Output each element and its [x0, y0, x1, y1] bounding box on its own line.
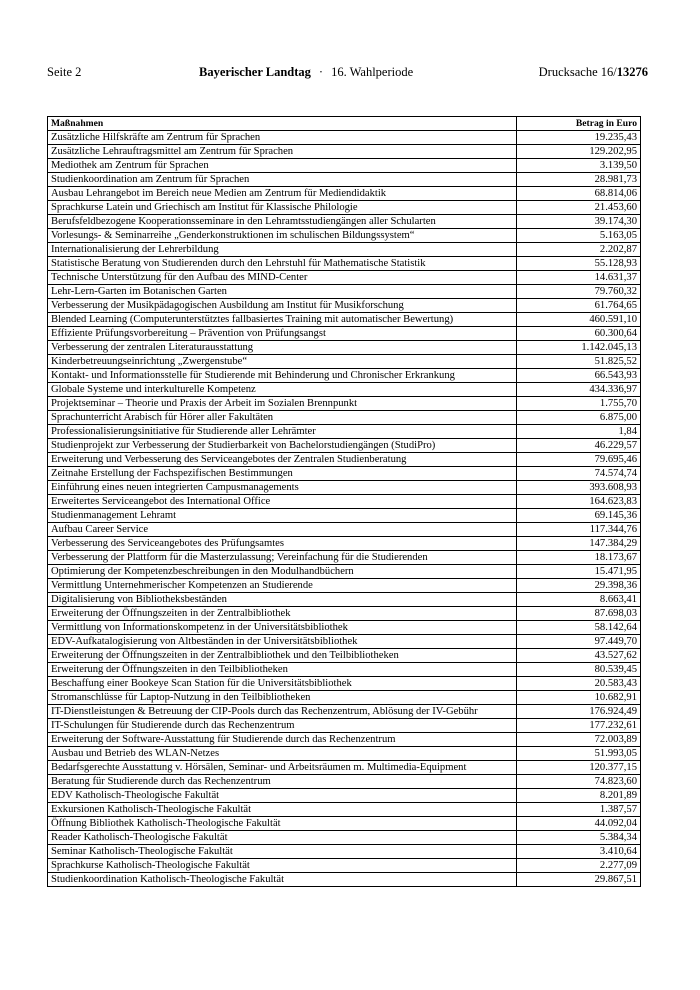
legislative-period: 16. Wahlperiode: [331, 65, 414, 79]
table-row: [48, 789, 641, 803]
amount-cell: 8.201,89: [517, 789, 641, 803]
table-row: [48, 635, 641, 649]
amount-cell: 15.471,95: [517, 565, 641, 579]
measure-cell: Studienkoordination Katholisch-Theologische Fakultät: [48, 873, 517, 887]
measures-table: [47, 116, 641, 887]
amount-cell: 66.543,93: [517, 369, 641, 383]
measure-cell: Stromanschlüsse für Laptop-Nutzung in den Teilbibliotheken: [48, 691, 517, 705]
table-row: [48, 131, 641, 145]
measure-cell: Erweiterung der Öffnungszeiten in der Zentralbibliothek: [48, 607, 517, 621]
table-row: [48, 313, 641, 327]
measure-cell: EDV-Aufkatalogisierung von Altbeständen in der Universitätsbibliothek: [48, 635, 517, 649]
measure-cell: Ausbau und Betrieb des WLAN-Netzes: [48, 747, 517, 761]
amount-cell: 69.145,36: [517, 509, 641, 523]
measure-cell: Vorlesungs- & Seminarreihe „Genderkonstruktionen im schulischen Bildungssystem“: [48, 229, 517, 243]
table-row: [48, 803, 641, 817]
amount-cell: 61.764,65: [517, 299, 641, 313]
measure-cell: Optimierung der Kompetenzbeschreibungen in den Modulhandbüchern: [48, 565, 517, 579]
measure-cell: Effiziente Prüfungsvorbereitung – Prävention von Prüfungsangst: [48, 327, 517, 341]
table-row: [48, 859, 641, 873]
amount-cell: 21.453,60: [517, 201, 641, 215]
document-number: [539, 64, 648, 80]
measure-cell: Sprachunterricht Arabisch für Hörer aller Fakultäten: [48, 411, 517, 425]
amount-cell: 28.981,73: [517, 173, 641, 187]
measure-cell: Beratung für Studierende durch das Rechenzentrum: [48, 775, 517, 789]
measure-cell: Ausbau Lehrangebot im Bereich neue Medien am Zentrum für Mediendidaktik: [48, 187, 517, 201]
amount-cell: 1,84: [517, 425, 641, 439]
amount-cell: 14.631,37: [517, 271, 641, 285]
amount-cell: 43.527,62: [517, 649, 641, 663]
measure-cell: Verbesserung der zentralen Literaturausstattung: [48, 341, 517, 355]
measure-cell: Sprachkurse Katholisch-Theologische Fakultät: [48, 859, 517, 873]
page-number: Seite 2: [47, 65, 82, 79]
measure-cell: Blended Learning (Computerunterstütztes fallbasiertes Training mit automatischer Bewertung): [48, 313, 517, 327]
table-row: [48, 649, 641, 663]
table-row: [48, 411, 641, 425]
amount-cell: 460.591,10: [517, 313, 641, 327]
measure-cell: EDV Katholisch-Theologische Fakultät: [48, 789, 517, 803]
amount-cell: 44.092,04: [517, 817, 641, 831]
measure-cell: IT-Schulungen für Studierende durch das Rechenzentrum: [48, 719, 517, 733]
measure-cell: Projektseminar – Theorie und Praxis der Arbeit im Sozialen Brennpunkt: [48, 397, 517, 411]
measure-cell: Bedarfsgerechte Ausstattung v. Hörsälen, Seminar- und Arbeitsräumen m. Multimedia-Equipment: [48, 761, 517, 775]
measure-cell: Seminar Katholisch-Theologische Fakultät: [48, 845, 517, 859]
measure-cell: Einführung eines neuen integrierten Campusmanagements: [48, 481, 517, 495]
measure-cell: Sprachkurse Latein und Griechisch am Institut für Klassische Philologie: [48, 201, 517, 215]
amount-cell: 393.608,93: [517, 481, 641, 495]
amount-cell: 3.410,64: [517, 845, 641, 859]
amount-cell: 80.539,45: [517, 663, 641, 677]
column-header-amount: Betrag in Euro: [517, 117, 641, 131]
measure-cell: Kontakt- und Informationsstelle für Studierende mit Behinderung und Chronischer Erkrankung: [48, 369, 517, 383]
table-row: [48, 831, 641, 845]
amount-cell: 2.277,09: [517, 859, 641, 873]
amount-cell: 58.142,64: [517, 621, 641, 635]
amount-cell: 79.760,32: [517, 285, 641, 299]
header-title: [199, 64, 413, 80]
amount-cell: 5.163,05: [517, 229, 641, 243]
table-row: [48, 523, 641, 537]
amount-cell: 29.867,51: [517, 873, 641, 887]
table-row: [48, 537, 641, 551]
amount-cell: 6.875,00: [517, 411, 641, 425]
measure-cell: Verbesserung des Serviceangebotes des Prüfungsamtes: [48, 537, 517, 551]
measure-cell: Zusätzliche Lehrauftragsmittel am Zentrum für Sprachen: [48, 145, 517, 159]
table-row: [48, 719, 641, 733]
table-row: [48, 257, 641, 271]
amount-cell: 3.139,50: [517, 159, 641, 173]
table-row: [48, 383, 641, 397]
measure-cell: Beschaffung einer Bookeye Scan Station für die Universitätsbibliothek: [48, 677, 517, 691]
page-header: [47, 64, 648, 80]
amount-cell: 1.142.045,13: [517, 341, 641, 355]
measure-cell: Verbesserung der Plattform für die Masterzulassung; Vereinfachung für die Studierenden: [48, 551, 517, 565]
table-row: [48, 509, 641, 523]
measure-cell: Erweiterung und Verbesserung des Serviceangebotes der Zentralen Studienberatung: [48, 453, 517, 467]
amount-cell: 129.202,95: [517, 145, 641, 159]
table-row: [48, 663, 641, 677]
amount-cell: 147.384,29: [517, 537, 641, 551]
measure-cell: Vermittlung von Informationskompetenz in der Universitätsbibliothek: [48, 621, 517, 635]
measure-cell: IT-Dienstleistungen & Betreuung der CIP-Pools durch das Rechenzentrum, Ablösung der IV-Gebühr: [48, 705, 517, 719]
table-row: [48, 285, 641, 299]
table-row: [48, 201, 641, 215]
amount-cell: 72.003,89: [517, 733, 641, 747]
table-row: [48, 481, 641, 495]
table-row: [48, 845, 641, 859]
amount-cell: 8.663,41: [517, 593, 641, 607]
measure-cell: Erweiterung der Öffnungszeiten in den Teilbibliotheken: [48, 663, 517, 677]
measure-cell: Öffnung Bibliothek Katholisch-Theologische Fakultät: [48, 817, 517, 831]
measure-cell: Erweiterung der Software-Ausstattung für Studierende durch das Rechenzentrum: [48, 733, 517, 747]
table-row: [48, 173, 641, 187]
amount-cell: 74.823,60: [517, 775, 641, 789]
amount-cell: 10.682,91: [517, 691, 641, 705]
measure-cell: Exkursionen Katholisch-Theologische Fakultät: [48, 803, 517, 817]
table-row: [48, 691, 641, 705]
amount-cell: 55.128,93: [517, 257, 641, 271]
amount-cell: 434.336,97: [517, 383, 641, 397]
document-prefix: Drucksache 16/: [538, 65, 617, 79]
table-row: [48, 565, 641, 579]
measure-cell: Technische Unterstützung für den Aufbau des MIND-Center: [48, 271, 517, 285]
table-row: [48, 369, 641, 383]
amount-cell: 60.300,64: [517, 327, 641, 341]
table-row: [48, 733, 641, 747]
table-row: [48, 677, 641, 691]
table-row: [48, 705, 641, 719]
table-row: [48, 579, 641, 593]
amount-cell: 176.924,49: [517, 705, 641, 719]
amount-cell: 39.174,30: [517, 215, 641, 229]
amount-cell: 5.384,34: [517, 831, 641, 845]
table-row: [48, 607, 641, 621]
table-row: [48, 355, 641, 369]
measure-cell: Kinderbetreuungseinrichtung „Zwergenstube“: [48, 355, 517, 369]
amount-cell: 87.698,03: [517, 607, 641, 621]
amount-cell: 68.814,06: [517, 187, 641, 201]
measure-cell: Reader Katholisch-Theologische Fakultät: [48, 831, 517, 845]
measure-cell: Statistische Beratung von Studierenden durch den Lehrstuhl für Mathematische Statistik: [48, 257, 517, 271]
table-row: [48, 187, 641, 201]
table-row: [48, 229, 641, 243]
measure-cell: Zusätzliche Hilfskräfte am Zentrum für Sprachen: [48, 131, 517, 145]
table-row: [48, 495, 641, 509]
amount-cell: 29.398,36: [517, 579, 641, 593]
column-header-measures: Maßnahmen: [48, 117, 517, 131]
measure-cell: Zeitnahe Erstellung der Fachspezifischen Bestimmungen: [48, 467, 517, 481]
amount-cell: 79.695,46: [517, 453, 641, 467]
amount-cell: 51.825,52: [517, 355, 641, 369]
measure-cell: Studienmanagement Lehramt: [48, 509, 517, 523]
table-row: [48, 299, 641, 313]
table-row: [48, 817, 641, 831]
measure-cell: Erweiterung der Öffnungszeiten in der Zentralbibliothek und den Teilbibliotheken: [48, 649, 517, 663]
measure-cell: Verbesserung der Musikpädagogischen Ausbildung am Institut für Musikforschung: [48, 299, 517, 313]
table-row: [48, 453, 641, 467]
measure-cell: Studienprojekt zur Verbesserung der Studierbarkeit von Bachelorstudiengängen (StudiPro): [48, 439, 517, 453]
amount-cell: 2.202,87: [517, 243, 641, 257]
measure-cell: Vermittlung Unternehmerischer Kompetenzen an Studierende: [48, 579, 517, 593]
amount-cell: 117.344,76: [517, 523, 641, 537]
table-row: [48, 159, 641, 173]
table-row: [48, 551, 641, 565]
table-row: [48, 243, 641, 257]
table-row: [48, 873, 641, 887]
amount-cell: 51.993,05: [517, 747, 641, 761]
header-separator: ·: [318, 65, 324, 79]
amount-cell: 1.387,57: [517, 803, 641, 817]
measure-cell: Erweitertes Serviceangebot des International Office: [48, 495, 517, 509]
table-row: [48, 439, 641, 453]
measure-cell: Berufsfeldbezogene Kooperationsseminare in den Lehramtsstudiengängen aller Schularten: [48, 215, 517, 229]
measure-cell: Digitalisierung von Bibliotheksbeständen: [48, 593, 517, 607]
amount-cell: 46.229,57: [517, 439, 641, 453]
amount-cell: 164.623,83: [517, 495, 641, 509]
amount-cell: 18.173,67: [517, 551, 641, 565]
amount-cell: 1.755,70: [517, 397, 641, 411]
measure-cell: Aufbau Career Service: [48, 523, 517, 537]
amount-cell: 19.235,43: [517, 131, 641, 145]
table-row: [48, 775, 641, 789]
table-row: [48, 327, 641, 341]
table-row: [48, 397, 641, 411]
table-row: [48, 747, 641, 761]
table-header-row: [48, 117, 641, 131]
document-number-value: 13276: [616, 65, 648, 79]
table-row: [48, 761, 641, 775]
institution-name: Bayerischer Landtag: [199, 65, 311, 79]
table-row: [48, 467, 641, 481]
table-row: [48, 341, 641, 355]
table-row: [48, 215, 641, 229]
measure-cell: Mediothek am Zentrum für Sprachen: [48, 159, 517, 173]
measure-cell: Studienkoordination am Zentrum für Sprachen: [48, 173, 517, 187]
table-row: [48, 593, 641, 607]
table-row: [48, 621, 641, 635]
table-row: [48, 425, 641, 439]
table-row: [48, 271, 641, 285]
amount-cell: 177.232,61: [517, 719, 641, 733]
measure-cell: Globale Systeme und interkulturelle Kompetenz: [48, 383, 517, 397]
amount-cell: 120.377,15: [517, 761, 641, 775]
table-row: [48, 145, 641, 159]
amount-cell: 97.449,70: [517, 635, 641, 649]
measure-cell: Lehr-Lern-Garten im Botanischen Garten: [48, 285, 517, 299]
amount-cell: 20.583,43: [517, 677, 641, 691]
measure-cell: Internationalisierung der Lehrerbildung: [48, 243, 517, 257]
table-body: [48, 131, 641, 887]
amount-cell: 74.574,74: [517, 467, 641, 481]
measure-cell: Professionalisierungsinitiative für Studierende aller Lehrämter: [48, 425, 517, 439]
